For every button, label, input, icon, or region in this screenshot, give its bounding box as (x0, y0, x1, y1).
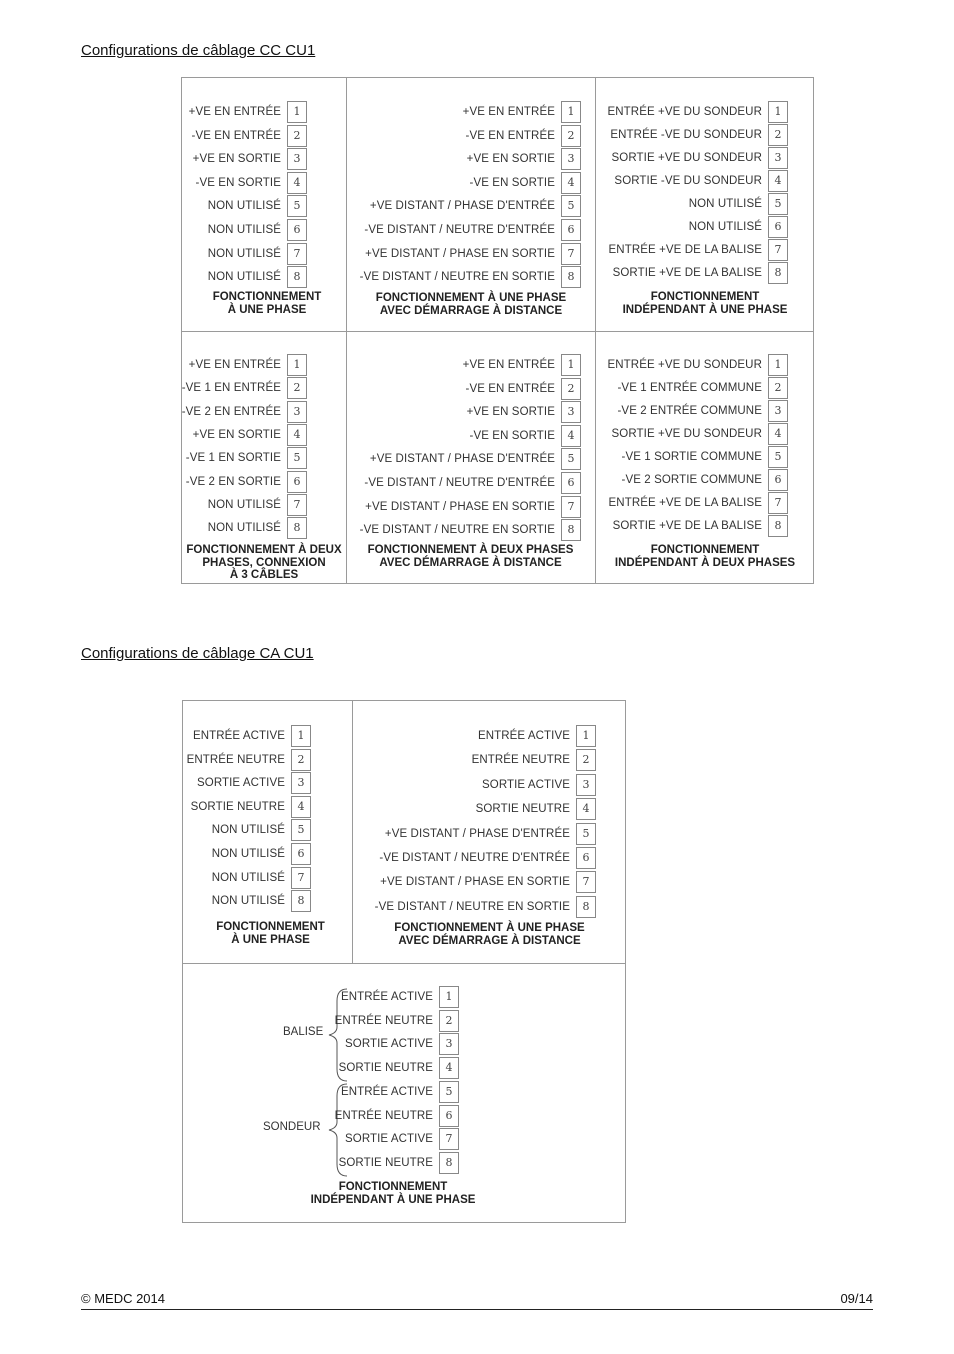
terminal-label: ENTRÉE NEUTRE (334, 1014, 433, 1027)
terminal-label: -VE 2 ENTRÉE COMMUNE (617, 405, 762, 417)
terminal-number: 1 (439, 986, 459, 1008)
terminal-label: ENTRÉE ACTIVE (192, 730, 285, 742)
terminal-row (595, 102, 762, 122)
terminal-label: SORTIE -VE DU SONDEUR (614, 175, 762, 187)
terminal-number: 8 (287, 266, 307, 288)
terminal-number: 3 (291, 772, 311, 794)
terminal-label: +VE EN ENTRÉE (462, 106, 555, 118)
terminal-number: 2 (768, 377, 788, 399)
terminal-number: 2 (768, 124, 788, 146)
terminal-row (595, 263, 762, 283)
terminal-row (346, 355, 555, 375)
terminal-row (346, 267, 555, 287)
terminal-row (595, 447, 762, 467)
terminal-number: 3 (439, 1033, 459, 1055)
terminal-label: -VE DISTANT / NEUTRE EN SORTIE (374, 900, 570, 913)
terminal-label: -VE 1 SORTIE COMMUNE (621, 451, 762, 463)
terminal-number: 4 (287, 172, 307, 194)
ca-section-title: Configurations de câblage CA CU1 (81, 645, 314, 662)
group-label-balise: BALISE (283, 1026, 324, 1038)
terminal-label: SORTIE NEUTRE (338, 1156, 433, 1169)
terminal-number: 2 (576, 749, 596, 771)
terminal-number: 3 (768, 147, 788, 169)
terminal-row (595, 148, 762, 168)
panel-caption-line: FONCTIONNEMENT À DEUX (186, 544, 342, 556)
terminal-number: 7 (561, 496, 581, 518)
terminal-label: NON UTILISÉ (207, 247, 281, 260)
terminal-label: +VE EN SORTIE (466, 406, 555, 419)
terminal-row (183, 1129, 433, 1149)
terminal-row (595, 125, 762, 145)
terminal-label: ENTRÉE NEUTRE (186, 753, 285, 766)
terminal-row (182, 518, 281, 538)
terminal-number: 1 (287, 354, 307, 376)
terminal-label: NON UTILISÉ (211, 895, 285, 908)
terminal-row (352, 872, 570, 892)
ca-panel-independent-single-phase (183, 963, 627, 1224)
terminal-number: 5 (768, 446, 788, 468)
terminal-number: 5 (561, 448, 581, 470)
terminal-row (183, 1082, 433, 1102)
terminal-label: -VE EN SORTIE (469, 429, 555, 442)
panel-caption-line: AVEC DÉMARRAGE À DISTANCE (379, 304, 563, 317)
terminal-row (352, 799, 570, 819)
terminal-number: 6 (287, 471, 307, 493)
terminal-label: NON UTILISÉ (207, 200, 281, 213)
terminal-row (183, 844, 285, 864)
panel-caption-line: AVEC DÉMARRAGE À DISTANCE (379, 556, 562, 569)
terminal-number: 6 (561, 219, 581, 241)
panel-caption-line: FONCTIONNEMENT (216, 921, 325, 933)
terminal-label: ENTRÉE +VE DU SONDEUR (607, 359, 762, 371)
terminal-label: +VE EN ENTRÉE (462, 359, 555, 371)
panel-caption-line: À 3 CÂBLES (229, 569, 299, 581)
panel-caption (605, 291, 805, 316)
cc-wiring-diagram (181, 77, 814, 584)
terminal-label: +VE EN ENTRÉE (188, 359, 281, 371)
panel-caption (293, 1181, 493, 1206)
terminal-number: 7 (287, 494, 307, 516)
terminal-number: 6 (768, 469, 788, 491)
terminal-label: +VE EN SORTIE (466, 153, 555, 166)
terminal-number: 5 (287, 195, 307, 217)
terminal-row (595, 355, 762, 375)
terminal-row (595, 424, 762, 444)
terminal-label: ENTRÉE +VE DE LA BALISE (608, 497, 762, 509)
panel-caption-line: PHASES, CONNEXION (202, 556, 326, 569)
terminal-label: -VE 2 EN ENTRÉE (181, 405, 281, 418)
terminal-row (346, 149, 555, 169)
panel-caption (372, 922, 607, 947)
terminal-number: 6 (561, 472, 581, 494)
terminal-number: 4 (291, 796, 311, 818)
terminal-number: 6 (291, 843, 311, 865)
terminal-number: 4 (561, 425, 581, 447)
terminal-row (183, 1058, 433, 1078)
terminal-label: NON UTILISÉ (207, 522, 281, 535)
terminal-row (595, 401, 762, 421)
terminal-row (182, 425, 281, 445)
terminal-row (595, 194, 762, 214)
terminal-row (346, 126, 555, 146)
terminal-label: -VE DISTANT / NEUTRE D'ENTRÉE (364, 224, 555, 236)
terminal-row (182, 402, 281, 422)
terminal-number: 2 (561, 125, 581, 147)
terminal-number: 2 (561, 378, 581, 400)
terminal-row (595, 171, 762, 191)
terminal-number: 4 (561, 172, 581, 194)
terminal-label: SORTIE NEUTRE (475, 803, 570, 816)
terminal-label: +VE DISTANT / PHASE D'ENTRÉE (384, 827, 570, 840)
terminal-number: 5 (768, 193, 788, 215)
terminal-row (183, 750, 285, 770)
terminal-number: 1 (768, 101, 788, 123)
terminal-number: 8 (561, 519, 581, 541)
terminal-number: 6 (768, 216, 788, 238)
terminal-label: -VE 1 EN SORTIE (185, 452, 281, 465)
terminal-number: 2 (291, 749, 311, 771)
terminal-row (182, 355, 281, 375)
terminal-number: 1 (561, 354, 581, 376)
terminal-label: -VE 1 EN ENTRÉE (181, 382, 281, 395)
terminal-number: 2 (287, 125, 307, 147)
terminal-label: -VE 2 SORTIE COMMUNE (621, 474, 762, 486)
terminal-row (346, 402, 555, 422)
panel-caption-line: À UNE PHASE (227, 303, 307, 316)
terminal-label: NON UTILISÉ (211, 871, 285, 884)
terminal-label: ENTRÉE ACTIVE (340, 1085, 433, 1098)
terminal-label: NON UTILISÉ (688, 221, 762, 233)
terminal-label: ENTRÉE ACTIVE (477, 730, 570, 742)
terminal-number: 8 (287, 517, 307, 539)
terminal-number: 6 (287, 219, 307, 241)
terminal-number: 5 (561, 195, 581, 217)
terminal-number: 5 (291, 819, 311, 841)
terminal-row (182, 220, 281, 240)
terminal-number: 2 (287, 377, 307, 399)
terminal-label: -VE EN SORTIE (195, 176, 281, 189)
terminal-number: 8 (291, 890, 311, 912)
terminal-label: SORTIE +VE DE LA BALISE (612, 520, 762, 532)
terminal-number: 3 (561, 148, 581, 170)
terminal-row (346, 473, 555, 493)
cc-panel-single-phase (182, 78, 346, 331)
terminal-number: 5 (439, 1081, 459, 1103)
terminal-label: SORTIE ACTIVE (345, 1133, 433, 1146)
terminal-label: +VE EN ENTRÉE (188, 106, 281, 118)
panel-caption-line: FONCTIONNEMENT (650, 544, 760, 556)
terminal-label: -VE DISTANT / NEUTRE EN SORTIE (359, 271, 555, 284)
terminal-row (346, 244, 555, 264)
terminal-row (346, 102, 555, 122)
terminal-label: -VE EN SORTIE (469, 176, 555, 189)
terminal-row (182, 244, 281, 264)
terminal-row (182, 173, 281, 193)
terminal-number: 7 (576, 871, 596, 893)
terminal-label: -VE 2 EN SORTIE (185, 475, 281, 488)
terminal-number: 4 (768, 170, 788, 192)
terminal-row (346, 520, 555, 540)
terminal-number: 4 (439, 1057, 459, 1079)
terminal-number: 7 (291, 867, 311, 889)
terminal-number: 4 (287, 424, 307, 446)
terminal-number: 5 (576, 823, 596, 845)
terminal-number: 6 (439, 1105, 459, 1127)
terminal-number: 6 (576, 847, 596, 869)
ca-panel-single-phase (183, 701, 352, 963)
terminal-row (183, 1153, 433, 1173)
terminal-label: NON UTILISÉ (211, 824, 285, 837)
panel-caption (346, 544, 595, 569)
terminal-label: +VE DISTANT / PHASE D'ENTRÉE (369, 200, 555, 213)
terminal-label: ENTRÉE -VE DU SONDEUR (610, 129, 762, 141)
cc-panel-two-phase-3-wire (182, 331, 346, 585)
terminal-row (183, 1106, 433, 1126)
cc-panel-single-phase-remote (346, 78, 595, 331)
terminal-row (183, 1034, 433, 1054)
panel-caption-line: FONCTIONNEMENT (212, 291, 322, 303)
panel-caption-line: INDÉPENDANT À UNE PHASE (310, 1193, 476, 1206)
terminal-label: NON UTILISÉ (207, 224, 281, 236)
terminal-label: -VE EN ENTRÉE (465, 382, 555, 395)
terminal-row (595, 240, 762, 260)
panel-caption (366, 292, 576, 317)
cc-panel-independent-single-phase (595, 78, 815, 331)
terminal-row (183, 1011, 433, 1031)
terminal-number: 3 (561, 401, 581, 423)
panel-caption-line: AVEC DÉMARRAGE À DISTANCE (398, 934, 581, 947)
cc-panel-two-phase-remote (346, 331, 595, 585)
terminal-row (595, 493, 762, 513)
terminal-number: 3 (287, 401, 307, 423)
terminal-row (182, 126, 281, 146)
terminal-row (346, 379, 555, 399)
terminal-label: ENTRÉE +VE DE LA BALISE (608, 244, 762, 256)
terminal-number: 7 (287, 243, 307, 265)
terminal-label: ENTRÉE +VE DU SONDEUR (607, 106, 762, 118)
panel-caption (605, 544, 805, 569)
terminal-row (352, 750, 570, 770)
terminal-label: -VE EN ENTRÉE (191, 129, 281, 142)
ca-panel-single-phase-remote (352, 701, 627, 963)
terminal-label: -VE DISTANT / NEUTRE D'ENTRÉE (379, 852, 570, 864)
terminal-label: +VE DISTANT / PHASE EN SORTIE (380, 876, 570, 889)
terminal-row (182, 378, 281, 398)
terminal-label: +VE DISTANT / PHASE D'ENTRÉE (369, 453, 555, 466)
terminal-row (182, 196, 281, 216)
terminal-number: 7 (561, 243, 581, 265)
terminal-row (183, 868, 285, 888)
terminal-row (595, 378, 762, 398)
terminal-row (183, 820, 285, 840)
terminal-number: 2 (439, 1010, 459, 1032)
panel-caption-line: FONCTIONNEMENT À DEUX PHASES (367, 544, 574, 556)
terminal-row (352, 848, 570, 868)
page-footer (81, 1291, 873, 1310)
terminal-row (352, 726, 570, 746)
terminal-label: -VE DISTANT / NEUTRE EN SORTIE (359, 524, 555, 537)
terminal-number: 7 (439, 1128, 459, 1150)
terminal-label: +VE DISTANT / PHASE EN SORTIE (365, 500, 555, 513)
terminal-number: 8 (439, 1152, 459, 1174)
terminal-row (183, 726, 285, 746)
terminal-row (352, 897, 570, 917)
group-label-sondeur: SONDEUR (263, 1121, 321, 1133)
ca-wiring-diagram (182, 700, 626, 1223)
terminal-number: 4 (576, 798, 596, 820)
panel-caption-line: INDÉPENDANT À UNE PHASE (622, 303, 788, 316)
footer-copyright: © MEDC 2014 (81, 1291, 165, 1306)
terminal-row (346, 196, 555, 216)
terminal-number: 1 (287, 101, 307, 123)
terminal-number: 5 (287, 447, 307, 469)
panel-caption-line: FONCTIONNEMENT (338, 1181, 448, 1193)
terminal-label: NON UTILISÉ (207, 271, 281, 284)
terminal-row (183, 797, 285, 817)
cc-panel-independent-two-phase (595, 331, 815, 585)
terminal-number: 8 (576, 896, 596, 918)
terminal-row (182, 448, 281, 468)
cc-section-title: Configurations de câblage CC CU1 (81, 42, 316, 59)
terminal-row (595, 470, 762, 490)
terminal-label: ENTRÉE NEUTRE (334, 1109, 433, 1122)
terminal-label: ENTRÉE NEUTRE (471, 754, 570, 767)
terminal-number: 1 (768, 354, 788, 376)
terminal-number: 1 (561, 101, 581, 123)
terminal-row (182, 267, 281, 287)
terminal-row (346, 497, 555, 517)
terminal-label: +VE DISTANT / PHASE EN SORTIE (365, 247, 555, 260)
terminal-label: SORTIE ACTIVE (345, 1038, 433, 1051)
terminal-number: 8 (561, 266, 581, 288)
terminal-row (346, 449, 555, 469)
terminal-label: +VE EN SORTIE (192, 153, 281, 166)
terminal-number: 1 (291, 725, 311, 747)
terminal-row (183, 891, 285, 911)
terminal-row (182, 102, 281, 122)
terminal-number: 8 (768, 262, 788, 284)
terminal-label: SORTIE +VE DU SONDEUR (611, 152, 762, 164)
terminal-row (182, 472, 281, 492)
terminal-row (595, 516, 762, 536)
terminal-row (346, 220, 555, 240)
panel-caption-line: À UNE PHASE (231, 933, 310, 946)
panel-caption (182, 291, 352, 316)
terminal-label: -VE EN ENTRÉE (465, 129, 555, 142)
terminal-label: -VE DISTANT / NEUTRE D'ENTRÉE (364, 477, 555, 489)
terminal-label: SORTIE NEUTRE (338, 1062, 433, 1075)
terminal-number: 3 (287, 148, 307, 170)
terminal-row (183, 987, 433, 1007)
panel-caption-line: FONCTIONNEMENT À UNE PHASE (375, 292, 567, 304)
terminal-row (352, 775, 570, 795)
terminal-label: SORTIE NEUTRE (190, 800, 285, 813)
terminal-row (346, 426, 555, 446)
panel-caption-line: FONCTIONNEMENT (650, 291, 760, 303)
terminal-number: 8 (768, 515, 788, 537)
terminal-row (352, 824, 570, 844)
terminal-number: 3 (576, 774, 596, 796)
terminal-number: 1 (576, 725, 596, 747)
panel-caption-line: INDÉPENDANT À DEUX PHASES (614, 556, 796, 569)
terminal-number: 7 (768, 239, 788, 261)
terminal-label: SORTIE ACTIVE (482, 778, 570, 791)
terminal-row (182, 149, 281, 169)
terminal-label: SORTIE +VE DE LA BALISE (612, 267, 762, 279)
panel-caption-line: FONCTIONNEMENT À UNE PHASE (394, 922, 585, 934)
terminal-label: ENTRÉE ACTIVE (340, 991, 433, 1003)
footer-page-number: 09/14 (840, 1291, 873, 1306)
panel-caption (183, 921, 358, 946)
terminal-row (595, 217, 762, 237)
terminal-label: SORTIE +VE DU SONDEUR (611, 428, 762, 440)
terminal-row (183, 773, 285, 793)
terminal-label: +VE EN SORTIE (192, 428, 281, 441)
terminal-number: 7 (768, 492, 788, 514)
terminal-label: NON UTILISÉ (211, 848, 285, 860)
terminal-row (346, 173, 555, 193)
terminal-label: SORTIE ACTIVE (197, 777, 285, 790)
terminal-label: -VE 1 ENTRÉE COMMUNE (617, 382, 762, 394)
terminal-label: NON UTILISÉ (688, 198, 762, 210)
terminal-number: 4 (768, 423, 788, 445)
terminal-row (182, 495, 281, 515)
terminal-label: NON UTILISÉ (207, 498, 281, 511)
panel-caption (182, 544, 346, 582)
terminal-number: 3 (768, 400, 788, 422)
